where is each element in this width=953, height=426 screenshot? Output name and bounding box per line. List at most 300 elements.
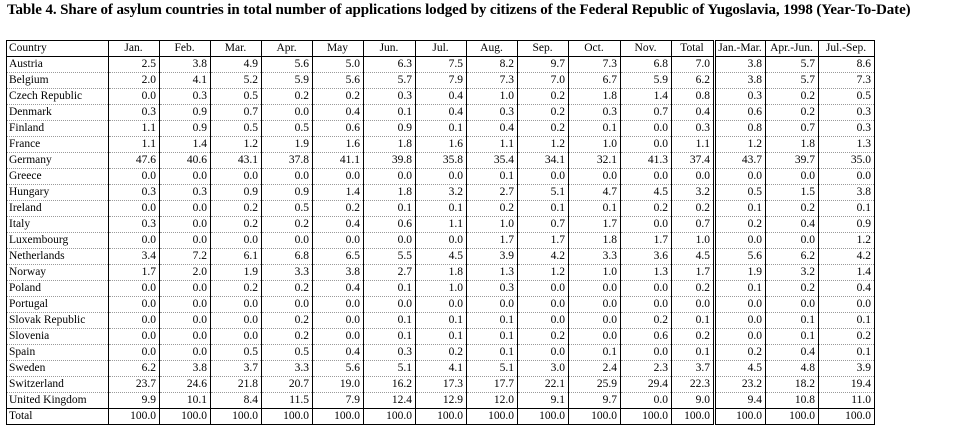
table-row — [7, 153, 875, 169]
table-cell: 0.5 — [211, 121, 262, 137]
table-cell: 41.3 — [621, 153, 672, 169]
table-cell: 0.0 — [109, 281, 160, 297]
table-cell: 0.3 — [364, 89, 416, 105]
table-cell: 0.0 — [518, 281, 569, 297]
table-cell: 100.0 — [518, 409, 569, 425]
table-cell: Jul. — [416, 41, 467, 57]
table-cell: 0.0 — [766, 297, 819, 313]
table-cell: 0.0 — [313, 233, 364, 249]
table-cell: 4.9 — [211, 57, 262, 73]
table-cell: 6.1 — [211, 249, 262, 265]
table-cell: 0.0 — [109, 313, 160, 329]
table-cell: 4.2 — [518, 249, 569, 265]
table-cell: 0.2 — [262, 329, 313, 345]
table-cell: 0.0 — [160, 169, 211, 185]
table-cell: 7.9 — [313, 393, 364, 409]
table-cell: 0.5 — [262, 201, 313, 217]
table-cell: Nov. — [621, 41, 672, 57]
table-cell: 0.0 — [518, 297, 569, 313]
table-cell: 0.1 — [715, 281, 766, 297]
table-cell: 0.0 — [109, 169, 160, 185]
table-cell: 6.3 — [364, 57, 416, 73]
table-cell: 0.8 — [715, 121, 766, 137]
table-cell: 37.4 — [672, 153, 715, 169]
table-cell: 0.3 — [364, 345, 416, 361]
table-row — [7, 137, 875, 153]
table-cell: 1.7 — [672, 265, 715, 281]
table-cell: 0.3 — [467, 105, 518, 121]
table-cell: 0.1 — [569, 121, 621, 137]
table-cell: 0.0 — [262, 297, 313, 313]
table-cell: 0.0 — [569, 281, 621, 297]
table-cell: 0.7 — [211, 105, 262, 121]
table-cell: 0.3 — [672, 121, 715, 137]
row-label-cell: Poland — [7, 281, 109, 297]
table-cell: 6.5 — [313, 249, 364, 265]
table-cell: 0.0 — [211, 169, 262, 185]
table-cell: 2.7 — [467, 185, 518, 201]
table-cell: 5.9 — [262, 73, 313, 89]
table-cell: 1.1 — [416, 217, 467, 233]
table-cell: 0.4 — [313, 217, 364, 233]
row-label-cell: France — [7, 137, 109, 153]
table-cell: 3.8 — [715, 57, 766, 73]
table-cell: Sep. — [518, 41, 569, 57]
table-cell: 0.0 — [364, 297, 416, 313]
table-cell: 0.2 — [672, 201, 715, 217]
table-cell: 0.1 — [364, 329, 416, 345]
table-cell: 0.0 — [819, 297, 875, 313]
table-cell: 0.2 — [819, 329, 875, 345]
table-cell: 8.2 — [467, 57, 518, 73]
table-cell: 4.5 — [672, 249, 715, 265]
table-cell: 0.0 — [109, 201, 160, 217]
table-cell: 1.2 — [518, 137, 569, 153]
table-cell: 0.0 — [313, 297, 364, 313]
table-cell: 5.6 — [313, 73, 364, 89]
table-cell: 32.1 — [569, 153, 621, 169]
table-cell: 0.3 — [467, 281, 518, 297]
table-cell: 17.3 — [416, 377, 467, 393]
table-cell: 43.7 — [715, 153, 766, 169]
table-row — [7, 329, 875, 345]
table-cell: 5.6 — [313, 361, 364, 377]
table-cell: 35.8 — [416, 153, 467, 169]
table-cell: 1.9 — [262, 137, 313, 153]
row-label-cell: Luxembourg — [7, 233, 109, 249]
table-cell: May — [313, 41, 364, 57]
table-cell: 0.2 — [518, 105, 569, 121]
table-cell: 5.1 — [467, 361, 518, 377]
table-row — [7, 393, 875, 409]
table-cell: 0.0 — [621, 345, 672, 361]
table-cell: 1.6 — [313, 137, 364, 153]
table-cell: 3.3 — [569, 249, 621, 265]
table-cell: 35.4 — [467, 153, 518, 169]
table-cell: 0.1 — [819, 345, 875, 361]
table-cell: 0.0 — [109, 329, 160, 345]
table-cell: 0.2 — [518, 329, 569, 345]
table-cell: 1.2 — [819, 233, 875, 249]
table-row — [7, 73, 875, 89]
table-cell: 35.0 — [819, 153, 875, 169]
table-cell: 0.2 — [766, 281, 819, 297]
table-cell: 3.4 — [109, 249, 160, 265]
table-cell: 40.6 — [160, 153, 211, 169]
table-cell: 100.0 — [364, 409, 416, 425]
table-cell: 100.0 — [313, 409, 364, 425]
table-cell: 6.2 — [109, 361, 160, 377]
table-cell: 0.7 — [621, 105, 672, 121]
table-cell: 1.8 — [364, 137, 416, 153]
table-row — [7, 201, 875, 217]
table-cell: 5.6 — [262, 57, 313, 73]
table-cell: 0.0 — [715, 297, 766, 313]
table-cell: 0.1 — [467, 169, 518, 185]
table-cell: 0.2 — [262, 89, 313, 105]
table-cell: Feb. — [160, 41, 211, 57]
table-cell: 5.7 — [766, 73, 819, 89]
table-cell: 0.0 — [211, 313, 262, 329]
table-cell: 0.1 — [819, 313, 875, 329]
table-cell: 0.1 — [467, 329, 518, 345]
table-cell: 0.1 — [364, 313, 416, 329]
table-cell: Total — [672, 41, 715, 57]
table-cell: 5.7 — [766, 57, 819, 73]
table-cell: 23.7 — [109, 377, 160, 393]
table-cell: 29.4 — [621, 377, 672, 393]
table-cell: 0.6 — [364, 217, 416, 233]
table-cell: 25.9 — [569, 377, 621, 393]
table-cell: 0.1 — [416, 313, 467, 329]
table-cell: 22.1 — [518, 377, 569, 393]
table-cell: 19.0 — [313, 377, 364, 393]
table-cell: 0.4 — [467, 121, 518, 137]
table-cell: 0.2 — [467, 201, 518, 217]
table-cell: 0.1 — [766, 313, 819, 329]
table-cell: 0.0 — [313, 169, 364, 185]
table-cell: 7.9 — [416, 73, 467, 89]
table-cell: 11.5 — [262, 393, 313, 409]
table-cell: 4.5 — [621, 185, 672, 201]
row-label-cell: Denmark — [7, 105, 109, 121]
table-cell: 0.0 — [621, 281, 672, 297]
row-label-cell: United Kingdom — [7, 393, 109, 409]
table-row — [7, 377, 875, 393]
row-label-cell: Austria — [7, 57, 109, 73]
table-cell: 1.8 — [416, 265, 467, 281]
table-cell: 1.7 — [621, 233, 672, 249]
table-cell: 3.3 — [262, 361, 313, 377]
table-cell: 0.2 — [518, 89, 569, 105]
table-cell: 0.1 — [715, 201, 766, 217]
table-cell: 0.3 — [109, 105, 160, 121]
table-cell: 1.0 — [569, 137, 621, 153]
table-cell: 0.0 — [416, 169, 467, 185]
table-cell: 3.2 — [672, 185, 715, 201]
table-cell: 100.0 — [715, 409, 766, 425]
table-cell: 0.3 — [715, 89, 766, 105]
table-cell: 9.0 — [672, 393, 715, 409]
table-cell: 9.7 — [518, 57, 569, 73]
row-label-cell: Netherlands — [7, 249, 109, 265]
table-cell: 9.4 — [715, 393, 766, 409]
table-cell: 12.9 — [416, 393, 467, 409]
row-label-cell: Norway — [7, 265, 109, 281]
table-cell: 6.2 — [672, 73, 715, 89]
table-cell: 1.2 — [715, 137, 766, 153]
row-label-cell: Finland — [7, 121, 109, 137]
table-cell: 0.0 — [621, 169, 672, 185]
table-cell: 1.0 — [569, 265, 621, 281]
table-cell: 1.4 — [819, 265, 875, 281]
row-label-cell: Belgium — [7, 73, 109, 89]
table-cell: 0.0 — [621, 217, 672, 233]
table-cell: 5.6 — [715, 249, 766, 265]
row-label-cell: Portugal — [7, 297, 109, 313]
table-cell: 0.0 — [160, 329, 211, 345]
table-cell: 0.6 — [621, 329, 672, 345]
table-cell: 4.5 — [416, 249, 467, 265]
table-cell: 1.4 — [621, 89, 672, 105]
table-cell: 0.4 — [672, 105, 715, 121]
table-cell: 2.3 — [621, 361, 672, 377]
table-cell: 100.0 — [621, 409, 672, 425]
table-cell: 0.1 — [416, 121, 467, 137]
table-cell: 43.1 — [211, 153, 262, 169]
table-row — [7, 281, 875, 297]
table-row — [7, 121, 875, 137]
table-cell: 0.0 — [766, 233, 819, 249]
table-cell: 0.0 — [109, 345, 160, 361]
table-cell: 39.8 — [364, 153, 416, 169]
table-body — [7, 41, 875, 425]
table-cell: Oct. — [569, 41, 621, 57]
table-cell: 7.5 — [416, 57, 467, 73]
table-cell: 3.9 — [819, 361, 875, 377]
table-cell: 0.0 — [416, 233, 467, 249]
table-cell: 1.0 — [467, 89, 518, 105]
table-cell: 9.9 — [109, 393, 160, 409]
table-cell: 0.0 — [262, 233, 313, 249]
table-cell: 1.9 — [211, 265, 262, 281]
table-cell: 10.8 — [766, 393, 819, 409]
table-cell: 0.4 — [313, 345, 364, 361]
table-cell: 1.8 — [569, 89, 621, 105]
table-cell: 0.2 — [211, 281, 262, 297]
table-cell: 20.7 — [262, 377, 313, 393]
table-cell: 3.6 — [621, 249, 672, 265]
table-cell: 0.0 — [109, 89, 160, 105]
table-cell: 0.0 — [313, 329, 364, 345]
table-cell: 6.8 — [262, 249, 313, 265]
table-cell: 3.2 — [416, 185, 467, 201]
table-cell: 0.0 — [160, 345, 211, 361]
table-cell: 7.3 — [569, 57, 621, 73]
table-cell: 0.2 — [518, 121, 569, 137]
table-cell: 1.7 — [467, 233, 518, 249]
table-cell: 0.6 — [313, 121, 364, 137]
table-cell: 0.1 — [416, 201, 467, 217]
table-cell: 0.4 — [766, 217, 819, 233]
table-cell: 0.0 — [621, 121, 672, 137]
table-cell: 2.5 — [109, 57, 160, 73]
table-cell: 0.2 — [313, 201, 364, 217]
table-row — [7, 217, 875, 233]
table-cell: 0.0 — [672, 297, 715, 313]
table-cell: 0.0 — [160, 201, 211, 217]
table-cell: 0.1 — [672, 313, 715, 329]
table-cell: 5.2 — [211, 73, 262, 89]
table-cell: 0.2 — [766, 89, 819, 105]
table-cell: 10.1 — [160, 393, 211, 409]
table-cell: 21.8 — [211, 377, 262, 393]
table-cell: 0.7 — [672, 217, 715, 233]
table-cell: 0.2 — [715, 345, 766, 361]
table-cell: 0.1 — [569, 345, 621, 361]
table-cell: 1.6 — [416, 137, 467, 153]
table-cell: 16.2 — [364, 377, 416, 393]
table-cell: 0.4 — [313, 105, 364, 121]
table-cell: 0.9 — [262, 185, 313, 201]
table-cell: Jan. — [109, 41, 160, 57]
table-cell: 0.0 — [160, 281, 211, 297]
row-label-cell: Spain — [7, 345, 109, 361]
table-cell: 0.2 — [416, 345, 467, 361]
table-cell: 0.2 — [672, 281, 715, 297]
table-cell: 3.8 — [819, 185, 875, 201]
table-cell: 0.1 — [819, 201, 875, 217]
row-label-cell: Ireland — [7, 201, 109, 217]
table-cell: 0.0 — [262, 169, 313, 185]
table-row — [7, 89, 875, 105]
table-cell: 3.0 — [518, 361, 569, 377]
table-cell: 12.4 — [364, 393, 416, 409]
table-cell: 0.2 — [766, 105, 819, 121]
table-cell: 0.0 — [518, 345, 569, 361]
table-cell: 0.5 — [211, 345, 262, 361]
table-cell: 5.5 — [364, 249, 416, 265]
table-cell: 0.4 — [766, 345, 819, 361]
table-cell: 1.7 — [109, 265, 160, 281]
table-cell: 0.0 — [211, 233, 262, 249]
table-cell: 0.3 — [160, 185, 211, 201]
table-cell: 2.0 — [160, 265, 211, 281]
table-cell: 6.2 — [766, 249, 819, 265]
table-cell: 0.0 — [109, 233, 160, 249]
table-row — [7, 169, 875, 185]
table-cell: 9.7 — [569, 393, 621, 409]
table-cell: 0.0 — [569, 329, 621, 345]
table-cell: 0.5 — [262, 345, 313, 361]
table-cell: 1.3 — [819, 137, 875, 153]
table-cell: 0.3 — [109, 185, 160, 201]
table-cell: 0.0 — [364, 233, 416, 249]
table-cell: 0.9 — [160, 121, 211, 137]
table-cell: 0.0 — [364, 169, 416, 185]
table-cell: 1.4 — [313, 185, 364, 201]
table-cell: 1.7 — [569, 217, 621, 233]
table-cell: 0.3 — [819, 105, 875, 121]
table-cell: 4.2 — [819, 249, 875, 265]
table-cell: 8.4 — [211, 393, 262, 409]
table-cell: Jun. — [364, 41, 416, 57]
table-cell: 0.0 — [518, 313, 569, 329]
table-cell: 18.2 — [766, 377, 819, 393]
table-cell: 24.6 — [160, 377, 211, 393]
table-cell: 0.0 — [518, 169, 569, 185]
table-cell: 5.7 — [364, 73, 416, 89]
row-label-cell: Czech Republic — [7, 89, 109, 105]
table-cell: 0.0 — [715, 169, 766, 185]
table-cell: 3.3 — [262, 265, 313, 281]
table-cell: 1.1 — [109, 121, 160, 137]
table-cell: 0.0 — [715, 329, 766, 345]
table-cell: 2.7 — [364, 265, 416, 281]
table-cell: 100.0 — [160, 409, 211, 425]
table-cell: 41.1 — [313, 153, 364, 169]
table-cell: 7.3 — [467, 73, 518, 89]
table-cell: 0.4 — [416, 89, 467, 105]
table-cell: 1.8 — [569, 233, 621, 249]
table-cell: 5.9 — [621, 73, 672, 89]
table-cell: 0.0 — [211, 329, 262, 345]
table-cell: 0.0 — [569, 313, 621, 329]
table-cell: 3.8 — [160, 361, 211, 377]
table-cell: 8.6 — [819, 57, 875, 73]
table-cell: 0.2 — [672, 329, 715, 345]
table-row — [7, 313, 875, 329]
table-cell: 0.0 — [569, 297, 621, 313]
table-cell: 1.2 — [211, 137, 262, 153]
table-cell: 0.7 — [518, 217, 569, 233]
table-cell: Jan.-Mar. — [715, 41, 766, 57]
table-cell: 1.5 — [766, 185, 819, 201]
table-cell: 0.1 — [364, 281, 416, 297]
table-cell: 0.0 — [569, 169, 621, 185]
table-cell: 0.0 — [621, 393, 672, 409]
row-label-cell: Greece — [7, 169, 109, 185]
table-cell: 0.2 — [715, 217, 766, 233]
table-cell: 7.0 — [518, 73, 569, 89]
table-cell: 0.2 — [621, 201, 672, 217]
table-cell: 0.2 — [262, 217, 313, 233]
table-cell: 100.0 — [766, 409, 819, 425]
table-cell: 1.1 — [109, 137, 160, 153]
table-cell: 5.1 — [518, 185, 569, 201]
table-cell: 0.9 — [819, 217, 875, 233]
table-cell: 0.0 — [211, 297, 262, 313]
table-cell: 4.1 — [160, 73, 211, 89]
table-cell: 100.0 — [416, 409, 467, 425]
table-cell: 0.4 — [313, 281, 364, 297]
table-cell: 0.0 — [621, 297, 672, 313]
total-row — [7, 409, 875, 425]
table-cell: 0.3 — [819, 121, 875, 137]
table-cell: 3.8 — [160, 57, 211, 73]
table-row — [7, 185, 875, 201]
table-cell: 0.2 — [211, 201, 262, 217]
table-cell: 2.0 — [109, 73, 160, 89]
table-cell: 0.1 — [672, 345, 715, 361]
table-cell: 1.0 — [467, 217, 518, 233]
table-cell: 0.0 — [416, 297, 467, 313]
table-cell: 17.7 — [467, 377, 518, 393]
table-cell: 3.8 — [313, 265, 364, 281]
table-cell: 0.9 — [364, 121, 416, 137]
table-cell: Jul.-Sep. — [819, 41, 875, 57]
table-cell: 7.2 — [160, 249, 211, 265]
